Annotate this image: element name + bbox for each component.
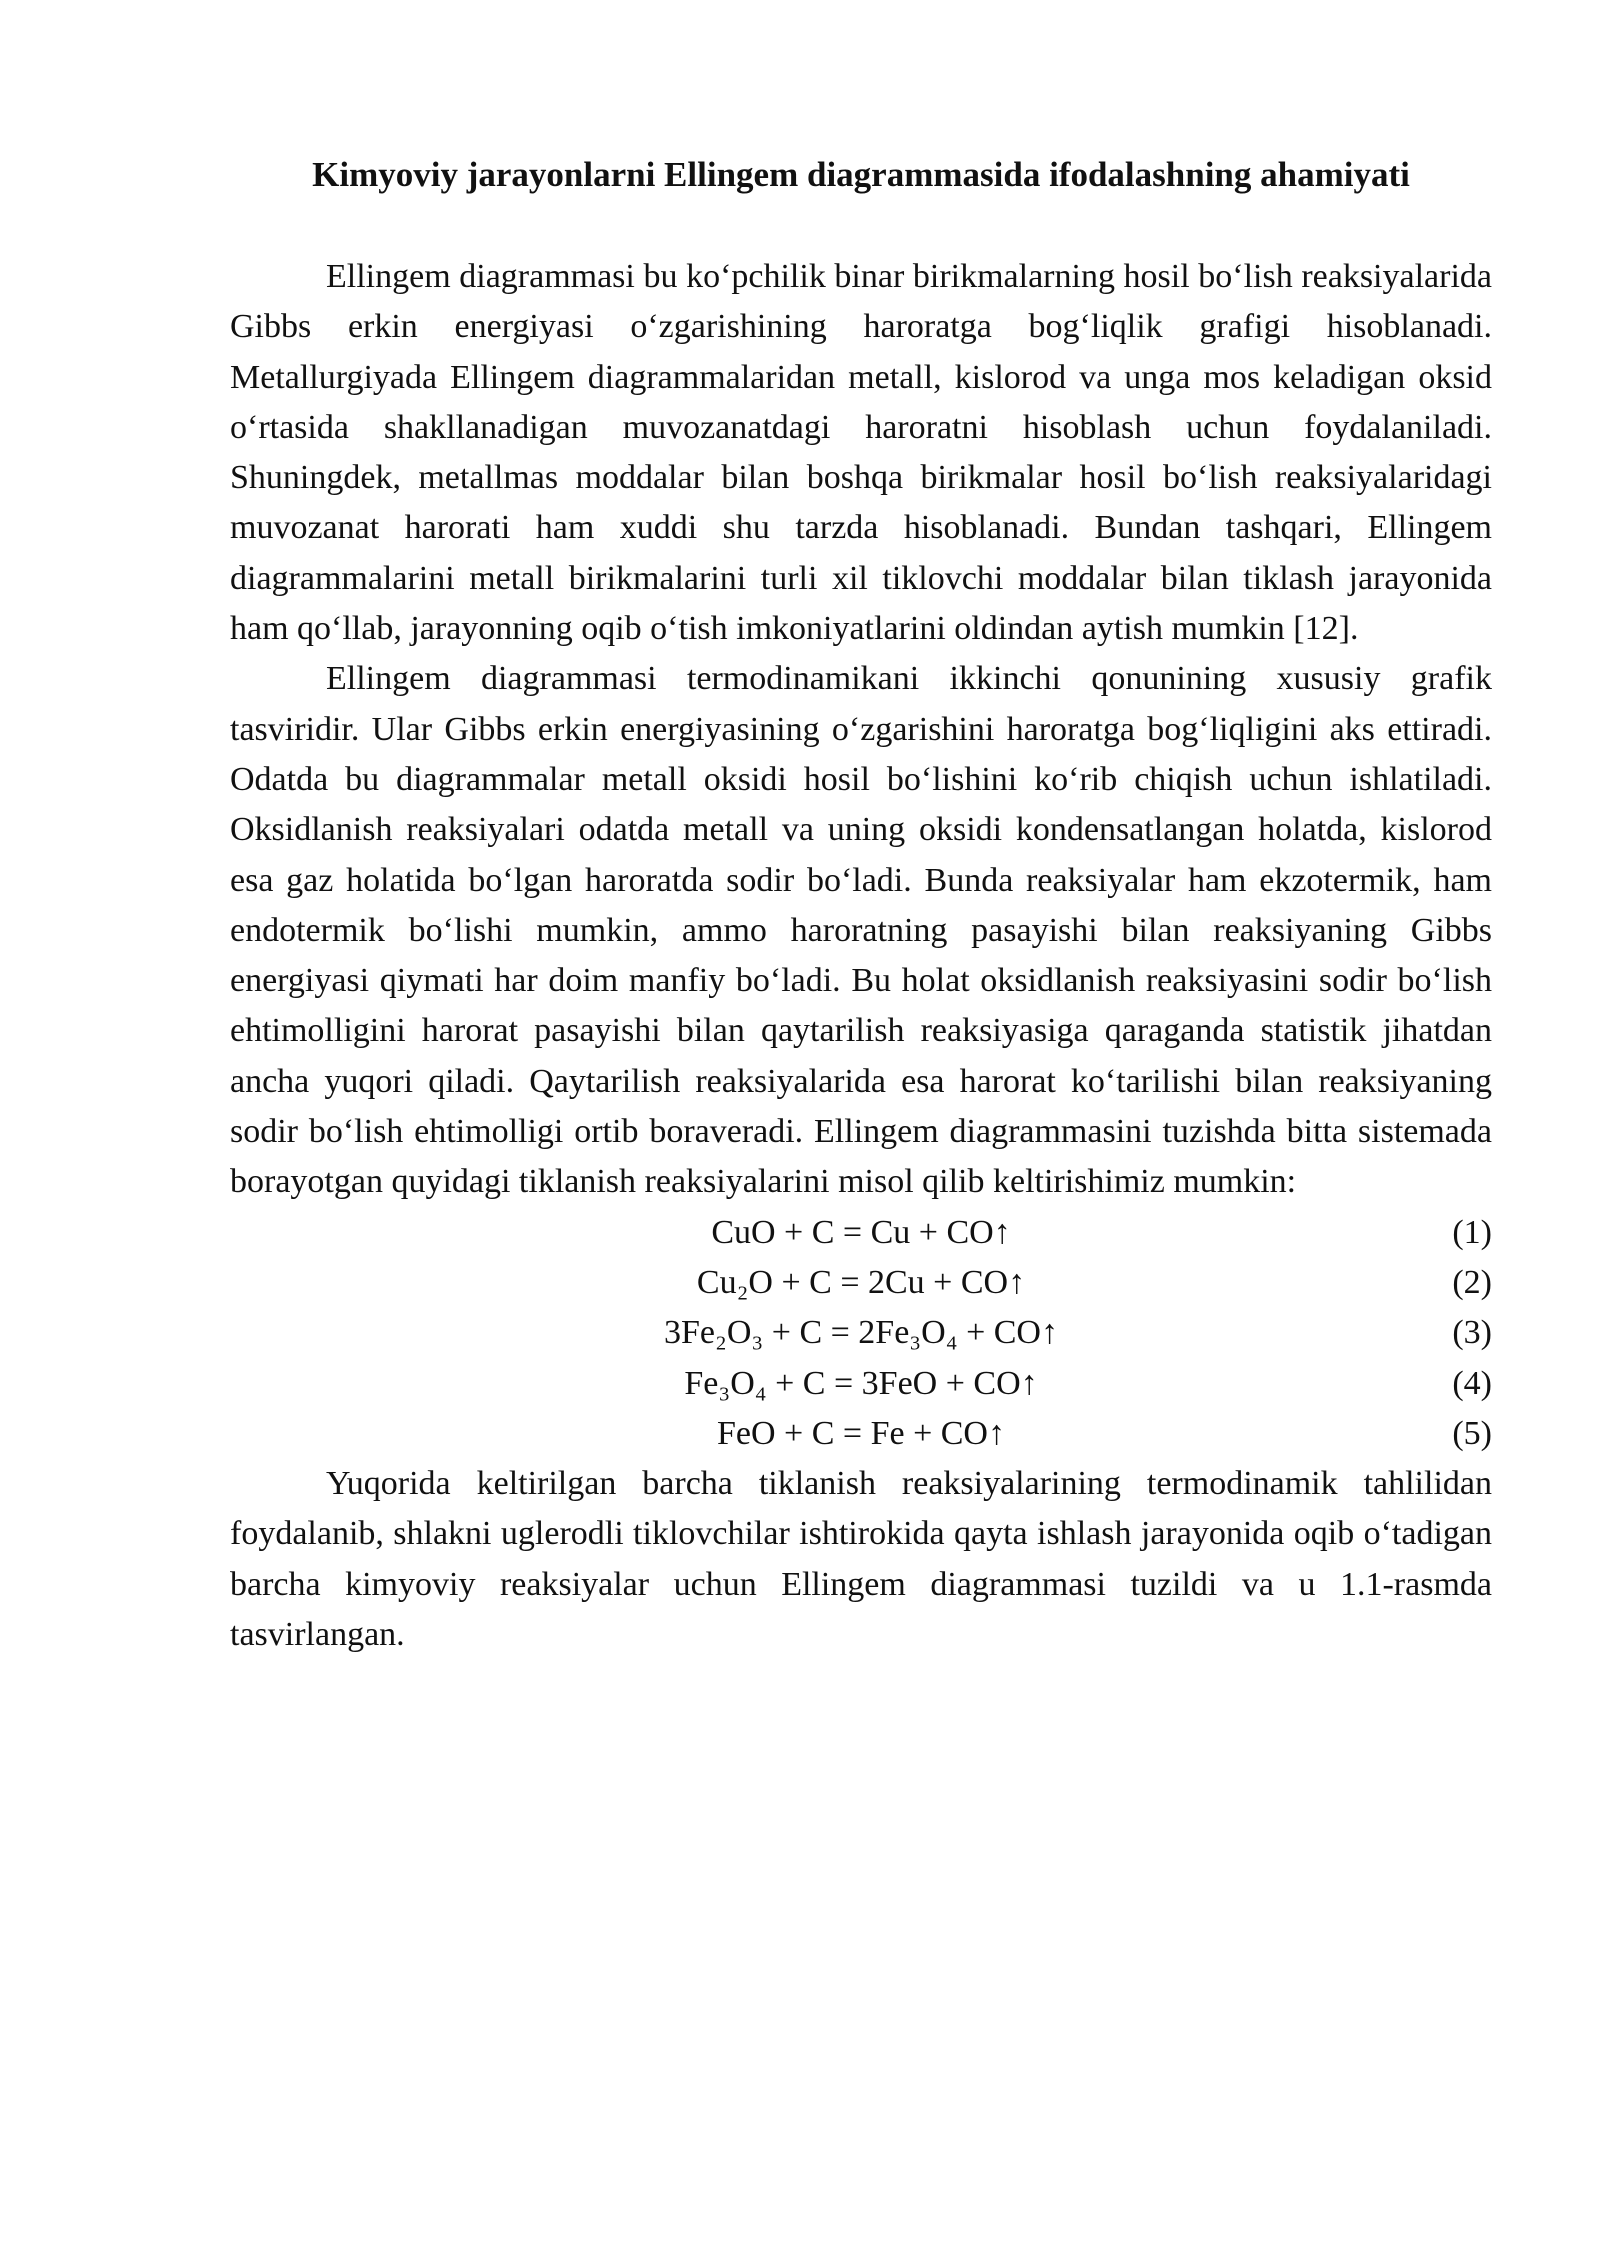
document-page: [230, 150, 1492, 1660]
equation-row-1: [230, 1208, 1492, 1258]
equation-row-2: [230, 1258, 1492, 1308]
document-title: Kimyoviy jarayonlarni Ellingem diagrammasida ifodalashning ahamiyati: [312, 155, 1410, 194]
paragraph-thermodynamics: Ellingem diagrammasi termodinamikani ikkinchi qonunining xususiy grafik tasviridir. Ular Gibbs erkin energiyasining o‘zgarishini haroratga bog‘liqligini aks ettiradi. Odatda bu diagrammalar metall oksidi hosil bo‘lishini ko‘rib chiqish uchun ishlatiladi. Oksidlanish reaksiyalari odatda metall va uning oksidi kondensatlangan holatda, kislorod esa gaz holatida bo‘lgan haroratda sodir bo‘ladi. Bunda reaksiyalar ham ekzotermik, ham endotermik bo‘lishi mumkin, ammo haroratning pasayishi bilan reaksiyaning Gibbs energiyasi qiymati har doim manfiy bo‘ladi. Bu holat oksidlanish reaksiyasini sodir bo‘lish ehtimolligini harorat pasayishi bilan qaytarilish reaksiyasiga qaraganda statistik jihatdan ancha yuqori qiladi. Qaytarilish reaksiyalarida esa harorat ko‘tarilishi bilan reaksiyaning sodir bo‘lish ehtimolligi ortib boraveradi. Ellingem diagrammasini tuzishda bitta sistemada borayotgan quyidagi tiklanish reaksiyalarini misol qilib keltirishimiz mumkin:: [230, 660, 1492, 1201]
equation-text-3: 3Fe₂O₃ + C = 2Fe₃O₄ + CO↑: [664, 1314, 1058, 1352]
equation-row-5: [230, 1409, 1492, 1459]
equation-text-2: Cu₂O + C = 2Cu + CO↑: [696, 1263, 1026, 1301]
equation-number-1: (1): [1452, 1213, 1492, 1251]
paragraph-conclusion: Yuqorida keltirilgan barcha tiklanish reaksiyalarining termodinamik tahlilidan foydalanib, shlakni uglerodli tiklovchilar ishtirokida qayta ishlash jarayonida oqib o‘tadigan barcha kimyoviy reaksiyalar uchun Ellingem diagrammasi tuzildi va u 1.1-rasmda tasvirlangan.: [230, 1465, 1492, 1654]
equation-text-4: Fe₃O₄ + C = 3FeO + CO↑: [684, 1364, 1038, 1402]
equation-row-4: [230, 1359, 1492, 1409]
equation-text-5: FeO + C = Fe + CO↑: [717, 1414, 1005, 1452]
equation-number-3: (3): [1452, 1314, 1492, 1352]
equation-row-3: [230, 1308, 1492, 1358]
equation-text-1: CuO + C = Cu + CO↑: [711, 1213, 1011, 1251]
equation-number-2: (2): [1452, 1263, 1492, 1301]
paragraph-ellingem-definition: Ellingem diagrammasi bu ko‘pchilik binar birikmalarning hosil bo‘lish reaksiyalarida Gibbs erkin energiyasi o‘zgarishining haroratga bog‘liqlik grafigi hisoblanadi. Metallurgiyada Ellingem diagrammalaridan metall, kislorod va unga mos keladigan oksid o‘rtasida shakllanadigan muvozanatdagi haroratni hisoblash uchun foydalaniladi. Shuningdek, metallmas moddalar bilan boshqa birikmalar hosil bo‘lish reaksiyalaridagi muvozanat harorati ham xuddi shu tarzda hisoblanadi. Bundan tashqari, Ellingem diagrammalarini metall birikmalarini turli xil tiklovchi moddalar bilan tiklash jarayonida ham qo‘llab, jarayonning oqib o‘tish imkoniyatlarini oldindan aytish mumkin [12].: [230, 258, 1492, 648]
equation-list: [230, 1208, 1492, 1459]
equation-number-4: (4): [1452, 1364, 1492, 1402]
equation-number-5: (5): [1452, 1414, 1492, 1452]
